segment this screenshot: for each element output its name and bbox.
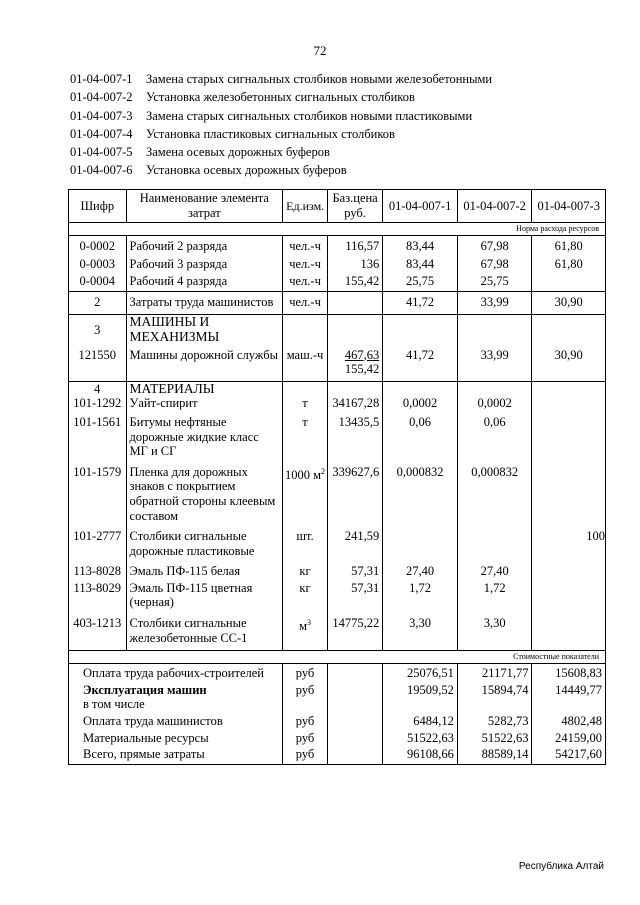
table-cell: 27,40 (457, 564, 532, 581)
table-cell: Затраты труда машинистов (126, 291, 283, 315)
column-header: 01-04-007-3 (532, 190, 606, 223)
table-cell: 0-0002 (69, 236, 127, 254)
table-cell: 34167,28 (327, 396, 382, 415)
table-cell (327, 712, 382, 729)
heading-line: 01-04-007-3 Замена старых сигнальных столбиков новыми пластиковыми (70, 108, 473, 123)
table-cell: руб (283, 681, 328, 712)
column-header: Наименование элемента затрат (126, 190, 283, 223)
table-cell: чел.-ч (283, 254, 328, 272)
table-cell: 54217,60 (532, 745, 606, 764)
table-cell: Эмаль ПФ-115 цветная (черная) (126, 581, 283, 616)
table-cell: 5282,73 (457, 712, 532, 729)
table-cell: 25076,51 (383, 664, 458, 681)
table-cell (457, 529, 532, 564)
table-cell: 83,44 (383, 254, 458, 272)
table-cell: 14449,77 (532, 681, 606, 712)
table-cell: руб (283, 712, 328, 729)
table-cell: 121550 (69, 345, 127, 382)
table-cell: 83,44 (383, 236, 458, 254)
table-cell: 113-8028 (69, 564, 127, 581)
table-cell: МАШИНЫ И МЕХАНИЗМЫ (126, 315, 283, 345)
heading-line: 01-04-007-5 Замена осевых дорожных буферов (70, 145, 330, 160)
table-cell (283, 315, 328, 345)
table-cell: 101-1579 (69, 465, 127, 529)
table-cell: 0,0002 (383, 396, 458, 415)
table-cell: 467,63 155,42 (327, 345, 382, 382)
table-row (69, 396, 606, 415)
heading-line: 01-04-007-4 Установка пластиковых сигнальных столбиков (70, 126, 395, 141)
table-cell: Рабочий 3 разряда (126, 254, 283, 272)
table-cell: руб (283, 745, 328, 764)
cost-row (69, 681, 606, 712)
table-row (69, 616, 606, 651)
table-cell: 67,98 (457, 236, 532, 254)
table-cell: Эксплуатация машин в том числе (69, 681, 283, 712)
table-cell: чел.-ч (283, 271, 328, 291)
table-cell: 136 (327, 254, 382, 272)
table-cell (327, 681, 382, 712)
table-row (69, 465, 606, 529)
table-cell: 4802,48 (532, 712, 606, 729)
table-cell: Уайт-спирит (126, 396, 283, 415)
table-cell: 3,30 (457, 616, 532, 651)
table-cell: 33,99 (457, 291, 532, 315)
table-cell: 25,75 (383, 271, 458, 291)
column-header: Ед.изм. (283, 190, 328, 223)
table-cell: кг (283, 581, 328, 616)
table-cell: Материальные ресурсы (69, 729, 283, 746)
table-cell: 14775,22 (327, 616, 382, 651)
table-cell: 21171,77 (457, 664, 532, 681)
table-cell: 15894,74 (457, 681, 532, 712)
table-cell: Столбики сигнальные дорожные пластиковые (126, 529, 283, 564)
table-cell: 96108,66 (383, 745, 458, 764)
table-cell: шт. (283, 529, 328, 564)
table-cell: 24159,00 (532, 729, 606, 746)
resource-table (68, 189, 606, 765)
norm-note-row (69, 223, 606, 236)
table-row (69, 564, 606, 581)
table-cell: Рабочий 2 разряда (126, 236, 283, 254)
table-cell: 101-1561 (69, 415, 127, 465)
table-cell: 0-0003 (69, 254, 127, 272)
table-cell (327, 381, 382, 396)
table-row (69, 254, 606, 272)
table-cell: $м^3$ (283, 616, 328, 651)
table-cell: Всего, прямые затраты (69, 745, 283, 764)
table-cell: 41,72 (383, 291, 458, 315)
table-cell: 2 (69, 291, 127, 315)
table-cell: Оплата труда машинистов (69, 712, 283, 729)
table-row (69, 271, 606, 291)
table-cell: 100 (532, 529, 606, 564)
table-header-row (69, 190, 606, 223)
table-cell: 25,75 (457, 271, 532, 291)
table-cell: Битумы нефтяные дорожные жидкие класс МГ и СГ (126, 415, 283, 465)
table-cell: 51522,63 (383, 729, 458, 746)
table-cell: 67,98 (457, 254, 532, 272)
table-cell: руб (283, 729, 328, 746)
table-cell: 41,72 (383, 345, 458, 382)
table-cell (283, 381, 328, 396)
table-cell: 116,57 (327, 236, 382, 254)
table-cell: 15608,83 (532, 664, 606, 681)
table-cell (532, 315, 606, 345)
table-row (69, 529, 606, 564)
table-cell: 30,90 (532, 345, 606, 382)
table-cell (457, 315, 532, 345)
table-cell (327, 291, 382, 315)
table-cell: 6484,12 (383, 712, 458, 729)
table-cell: 88589,14 (457, 745, 532, 764)
table-cell (383, 315, 458, 345)
table-cell: 1000 $м^2$ (283, 465, 328, 529)
table-cell: 3,30 (383, 616, 458, 651)
table-cell: 101-2777 (69, 529, 127, 564)
footer-region: Республика Алтай (518, 861, 604, 872)
table-cell: Пленка для дорожных знаков с покрытием обратной стороны клеевым составом (126, 465, 283, 529)
table-cell (327, 745, 382, 764)
table-row (69, 345, 606, 382)
cost-row (69, 712, 606, 729)
table-cell: 0,06 (457, 415, 532, 465)
table-cell: 4 (69, 381, 127, 396)
table-cell: 113-8029 (69, 581, 127, 616)
table-cell: 0,000832 (383, 465, 458, 529)
section-row (69, 315, 606, 345)
table-cell (532, 581, 606, 616)
cost-row (69, 745, 606, 764)
table-cell: Эмаль ПФ-115 белая (126, 564, 283, 581)
section-headings (70, 70, 492, 180)
table-cell: т (283, 415, 328, 465)
table-cell: 241,59 (327, 529, 382, 564)
table-cell: Оплата труда рабочих-строителей (69, 664, 283, 681)
table-cell: чел.-ч (283, 236, 328, 254)
table-cell: кг (283, 564, 328, 581)
cost-row (69, 664, 606, 681)
table-cell (532, 465, 606, 529)
table-cell: Машины дорожной службы (126, 345, 283, 382)
section-row (69, 381, 606, 396)
table-cell (327, 729, 382, 746)
table-cell: 33,99 (457, 345, 532, 382)
table-cell: 0-0004 (69, 271, 127, 291)
table-cell: 30,90 (532, 291, 606, 315)
table-cell: 13435,5 (327, 415, 382, 465)
table-cell (383, 529, 458, 564)
table-cell: 57,31 (327, 564, 382, 581)
table-cell: 1,72 (457, 581, 532, 616)
cost-row (69, 729, 606, 746)
table-cell: 27,40 (383, 564, 458, 581)
table-cell: Рабочий 4 разряда (126, 271, 283, 291)
column-header: Баз.цена руб. (327, 190, 382, 223)
table-cell: 403-1213 (69, 616, 127, 651)
table-cell: Столбики сигнальные железобетонные СС-1 (126, 616, 283, 651)
heading-line: 01-04-007-6 Установка осевых дорожных буферов (70, 163, 347, 178)
table-row (69, 415, 606, 465)
table-cell (327, 664, 382, 681)
column-header: Шифр (69, 190, 127, 223)
table-cell: чел.-ч (283, 291, 328, 315)
column-header: 01-04-007-1 (383, 190, 458, 223)
table-cell: 1,72 (383, 581, 458, 616)
table-row (69, 236, 606, 254)
table-cell (532, 396, 606, 415)
table-cell: 51522,63 (457, 729, 532, 746)
heading-line: 01-04-007-2 Установка железобетонных сигнальных столбиков (70, 90, 415, 105)
table-cell: 61,80 (532, 254, 606, 272)
table-cell: 0,06 (383, 415, 458, 465)
table-cell: МАТЕРИАЛЫ (126, 381, 283, 396)
table-cell: маш.-ч (283, 345, 328, 382)
table-cell: 57,31 (327, 581, 382, 616)
table-cell (383, 381, 458, 396)
cost-note-row (69, 651, 606, 664)
table-cell: 0,000832 (457, 465, 532, 529)
table-cell: 3 (69, 315, 127, 345)
table-cell: руб (283, 664, 328, 681)
table-cell (532, 616, 606, 651)
table-cell: 101-1292 (69, 396, 127, 415)
norm-note: Норма расхода ресурсов (69, 223, 606, 236)
table-cell: 155,42 (327, 271, 382, 291)
table-cell (457, 381, 532, 396)
table-cell (532, 271, 606, 291)
table-row (69, 291, 606, 315)
table-cell (532, 381, 606, 396)
cost-note: Стоимостные показатели (69, 651, 606, 664)
table-cell (327, 315, 382, 345)
table-cell (532, 564, 606, 581)
page-number: 72 (313, 43, 327, 58)
table-cell: 19509,52 (383, 681, 458, 712)
table-cell: 0,0002 (457, 396, 532, 415)
column-header: 01-04-007-2 (457, 190, 532, 223)
table-cell: 61,80 (532, 236, 606, 254)
heading-line: 01-04-007-1 Замена старых сигнальных столбиков новыми железобетонными (70, 72, 493, 86)
table-cell: т (283, 396, 328, 415)
table-cell (532, 415, 606, 465)
table-row (69, 581, 606, 616)
table-cell: 339627,6 (327, 465, 382, 529)
